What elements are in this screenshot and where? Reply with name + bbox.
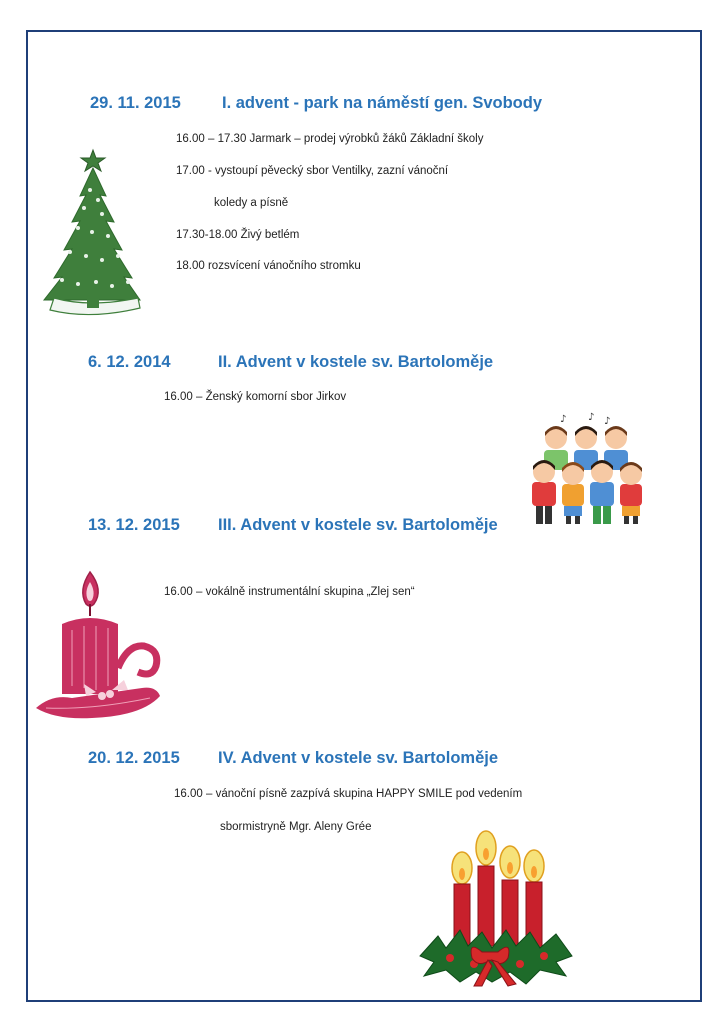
svg-text:♪: ♪ (588, 412, 595, 423)
event-1-line-3: koledy a písně (214, 197, 289, 209)
event-1-line-4: 17.30-18.00 Živý betlém (176, 229, 300, 241)
event-1-date: 29. 11. 2015 (90, 94, 181, 112)
event-4-line-1: 16.00 – vánoční písně zazpívá skupina HAPPY SMILE pod vedením (174, 788, 523, 800)
event-2-line-1: 16.00 – Ženský komorní sbor Jirkov (164, 391, 347, 403)
event-3-date: 13. 12. 2015 (88, 516, 180, 534)
svg-text:♪: ♪ (604, 416, 611, 427)
svg-text:♪: ♪ (560, 414, 567, 425)
event-2-date: 6. 12. 2014 (88, 353, 171, 371)
event-1-line-1: 16.00 – 17.30 Jarmark – prodej výrobků žáků Základní školy (176, 133, 484, 145)
christmas-tree-illustration (40, 148, 144, 322)
event-1-line-5: 18.00 rozsvícení vánočního stromku (176, 260, 361, 272)
event-4-line-2: sbormistryně Mgr. Aleny Grée (220, 821, 372, 833)
event-3-title: III. Advent v kostele sv. Bartoloměje (218, 516, 498, 534)
event-4-date: 20. 12. 2015 (88, 749, 180, 767)
event-3-line-1: 16.00 – vokálně instrumentální skupina „Zlej sen“ (164, 586, 415, 598)
event-1-title: I. advent - park na náměstí gen. Svobody (222, 94, 542, 112)
event-1-line-2: 17.00 - vystoupí pěvecký sbor Ventilky, zazní vánoční (176, 165, 449, 177)
candle-holder-illustration (32, 568, 166, 728)
advent-wreath-illustration (416, 826, 576, 988)
event-2-title: II. Advent v kostele sv. Bartoloměje (218, 353, 494, 371)
singing-children-choir-illustration (530, 414, 646, 530)
event-4-title: IV. Advent v kostele sv. Bartoloměje (218, 749, 499, 767)
